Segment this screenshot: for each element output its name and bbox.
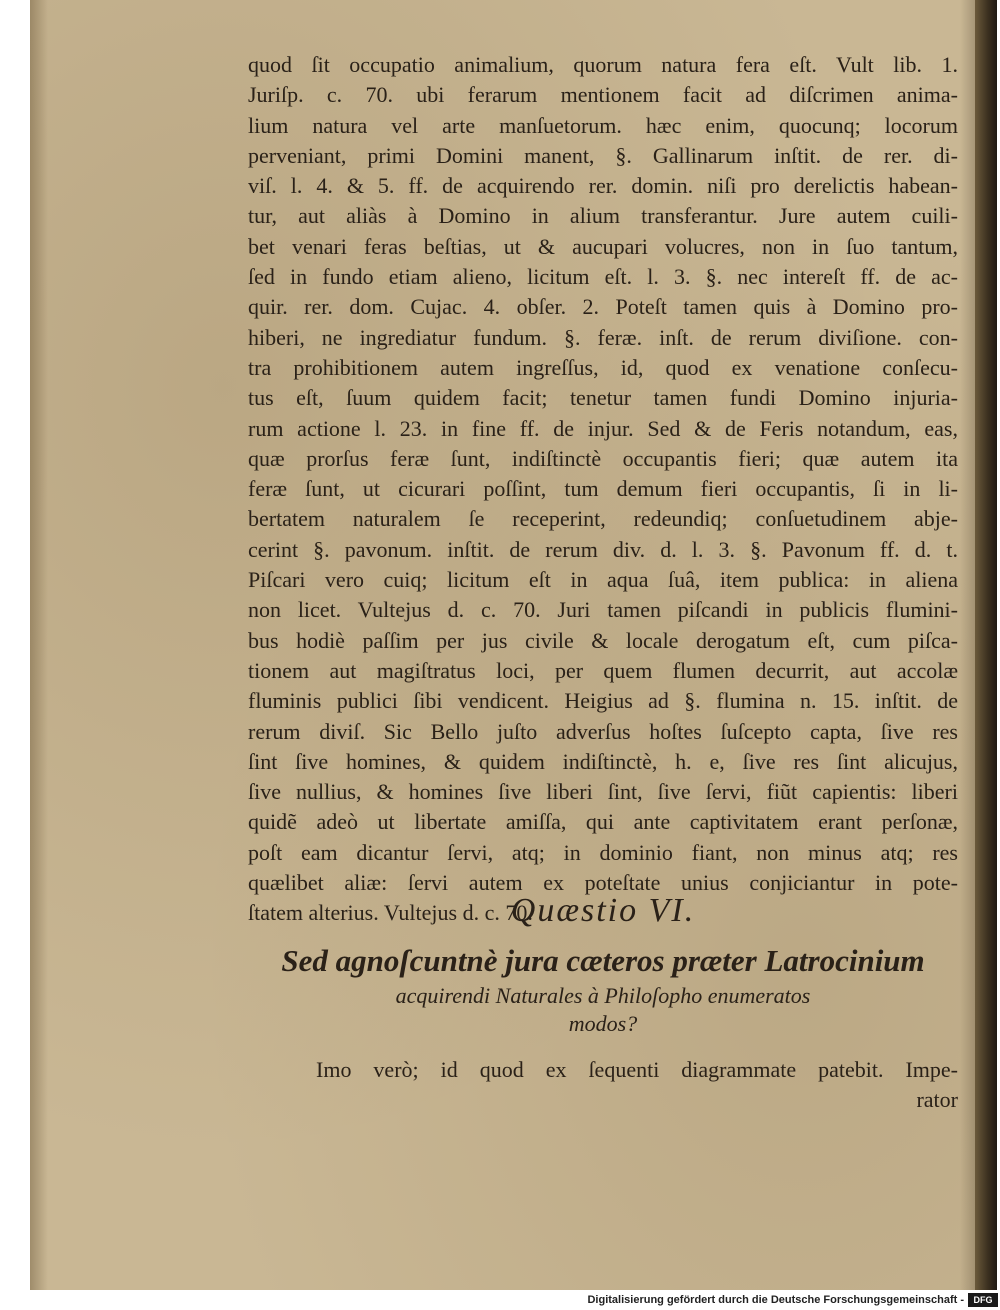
text-line: tus eſt, ſuum quidem facit; tenetur tamen fundi Domino injuria- bbox=[248, 385, 958, 411]
text-line: quælibet aliæ: ſervi autem ex poteſtate unius conjiciantur in pote- bbox=[248, 870, 958, 896]
question-line-2: acquirendi Naturales à Philoſopho enumeratos bbox=[395, 983, 811, 1008]
dfg-logo: DFG bbox=[968, 1293, 998, 1307]
text-line: bus hodiè paſſim per jus civile & locale derogatum eſt, cum piſca- bbox=[248, 627, 958, 653]
footer-bar bbox=[0, 1292, 1000, 1310]
text-line: quod ſit occupatio animalium, quorum natura fera eſt. Vult lib. 1. bbox=[248, 52, 958, 77]
text-line: quidẽ adeò ut libertate amiſſa, qui ante captivitatem erant perſonæ, bbox=[248, 809, 958, 835]
catchword: rator bbox=[916, 1087, 958, 1112]
page-edge-shadow bbox=[975, 0, 997, 1290]
question-line-1: Sed agnoſcuntnè jura cæteros præter Latrocinium bbox=[281, 943, 925, 978]
text-line: ſint ſive homines, & quidem indiſtinctè, h. e, ſive res ſint alicujus, bbox=[248, 748, 958, 774]
text-line: tionem aut magiſtratus loci, per quem flumen decurrit, aut accolæ bbox=[248, 657, 958, 683]
question-line-3: modos? bbox=[568, 1011, 638, 1036]
text-line: bet venari feras beſtias, ut & aucupari volucres, non in ſuo tantum, bbox=[248, 233, 958, 259]
text-line: Piſcari vero cuiq; licitum eſt in aqua ſuâ, item publica: in aliena bbox=[248, 567, 958, 593]
text-line: perveniant, primi Domini manent, §. Gallinarum inſtit. de rer. di- bbox=[248, 142, 958, 168]
body-text bbox=[248, 50, 958, 929]
text-line: hiberi, ne ingrediatur fundum. §. feræ. inſt. de rerum diviſione. con- bbox=[248, 324, 958, 350]
text-line: quæ prorſus feræ ſunt, indiſtinctè occupantis fieri; quæ autem ita bbox=[248, 445, 958, 471]
text-line: fluminis publici ſibi vendicent. Heigius ad §. flumina n. 15. inſtit. de bbox=[248, 688, 958, 714]
text-line: rum actione l. 23. in fine ff. de injur. Sed & de Feris notandum, eas, bbox=[248, 415, 958, 441]
text-line: tur, aut aliàs à Domino in alium transferantur. Jure autem cuili- bbox=[248, 203, 958, 229]
text-line: bertatem naturalem ſe receperint, redeundiq; conſuetudinem abje- bbox=[248, 506, 958, 532]
section-heading: Quæstio VI. bbox=[510, 892, 696, 929]
text-line: lium natura vel arte manſuetorum. hæc enim, quocunq; locorum bbox=[248, 112, 958, 138]
text-line: ſed in fundo etiam alieno, licitum eſt. l. 3. §. nec intereſt ff. de ac- bbox=[248, 264, 958, 290]
text-line: poſt eam dicantur ſervi, atq; in dominio fiant, non minus atq; res bbox=[248, 839, 958, 865]
text-line: quir. rer. dom. Cujac. 4. obſer. 2. Poteſt tamen quis à Domino pro- bbox=[248, 294, 958, 320]
text-line: Juriſp. c. 70. ubi ferarum mentionem facit ad diſcrimen anima- bbox=[248, 82, 958, 108]
text-line: feræ ſunt, ut cicurari poſſint, tum demum fieri occupantis, ſi in li- bbox=[248, 476, 958, 502]
text-line: non licet. Vultejus d. c. 70. Juri tamen piſcandi in publicis flumini- bbox=[248, 597, 958, 623]
text-line: ſtatem alterius. Vultejus d. c. 70. bbox=[248, 900, 533, 926]
text-line: tra prohibitionem autem ingreſſus, id, quod ex venatione conſecu- bbox=[248, 354, 958, 380]
question-title bbox=[248, 940, 958, 1038]
text-line: cerint §. pavonum. inſtit. de rerum div. d. l. 3. §. Pavonum ff. d. t. bbox=[248, 536, 958, 562]
text-line: viſ. l. 4. & 5. ff. de acquirendo rer. domin. niſi pro derelictis habean- bbox=[248, 173, 958, 199]
footer-credit: Digitalisierung gefördert durch die Deutsche Forschungsgemeinschaft - bbox=[587, 1294, 964, 1306]
text-line: ſive nullius, & homines ſive liberi ſint, ſive ſervi, fiũt capientis: liberi bbox=[248, 779, 958, 805]
answer-line: Imo verò; id quod ex ſequenti diagrammate patebit. Impe- bbox=[316, 1057, 958, 1082]
text-line: rerum diviſ. Sic Bello juſto adverſus hoſtes ſuſcepto capta, ſive res bbox=[248, 718, 958, 744]
